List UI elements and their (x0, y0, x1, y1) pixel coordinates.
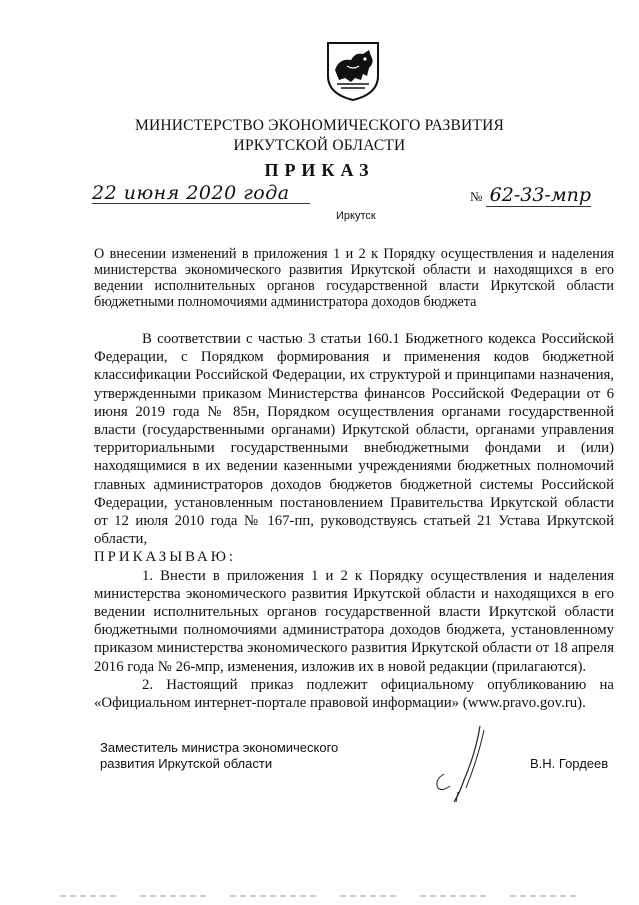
order-subject: О внесении изменений в приложения 1 и 2 к Порядку осуществления и наделения министерства экономического развития Иркутской области и находящихся в его ведении исполнительных органов государственной власти Иркутской области бюджетными полномочиями администратора доходов бюджета (94, 246, 614, 310)
position-line-2: развития Иркутской области (100, 756, 273, 771)
ministry-name-line2: ИРКУТСКОЙ ОБЛАСТИ (233, 137, 406, 154)
ministry-name-line1: МИНИСТЕРСТВО ЭКОНОМИЧЕСКОГО РАЗВИТИЯ (134, 117, 504, 134)
preamble-paragraph: В соответствии с частью 3 статьи 160.1 Бюджетного кодекса Российской Федерации, с Порядком формирования и применения кодов бюджетной классификации Российской Федерации, их структурой и принципами назначения, утвержденными приказом Министерства финансов Российской Федерации от 6 июня 2019 года № 85н, Порядком осуществления органами государственной власти (государственными органами) Иркутской области, органами управления территориальными государственными внебюджетными фондами и (или) находящимися в их ведении казенными учреждениями бюджетных полномочий главных администраторов доходов бюджетов бюджетной системы Российской Федерации, установленным постановлением Правительства Иркутской области от 12 июля 2010 года № 167-пп, руководствуясь статьей 21 Устава Иркутской области, (94, 331, 614, 548)
handwritten-signature-icon (420, 722, 510, 812)
order-number (470, 186, 591, 206)
order-item-2: 2. Настоящий приказ подлежит официальному опубликованию на «Официальном интернет-портале правовой информации» (www.pravo.gov.ru). (94, 676, 614, 712)
order-body (94, 330, 614, 712)
order-date-handwritten: 22 июня 2020 года (92, 183, 310, 204)
city-name: Иркутск (336, 210, 376, 222)
scan-edge-artifact (60, 893, 580, 899)
signatory-name: В.Н. Гордеев (530, 756, 609, 771)
position-line-1: Заместитель министра экономического (100, 740, 339, 755)
number-prefix: № (470, 189, 483, 204)
order-number-handwritten: 62-33-мпр (486, 184, 591, 207)
coat-of-arms-icon (325, 40, 381, 102)
orders-word: ПРИКАЗЫВАЮ: (94, 549, 237, 566)
signatory-position (100, 740, 338, 772)
document-title: ПРИКАЗ (264, 160, 375, 180)
order-item-1: 1. Внести в приложения 1 и 2 к Порядку осуществления и наделения министерства экономического развития Иркутской области и находящихся в его ведении исполнительных органов государственной власти Иркутской области бюджетными полномочиями администратора доходов бюджета, установленному приказом министерства экономического развития Иркутской области от 18 апреля 2016 года № 26-мпр, изменения, изложив их в новой редакции (прилагаются). (94, 567, 614, 675)
